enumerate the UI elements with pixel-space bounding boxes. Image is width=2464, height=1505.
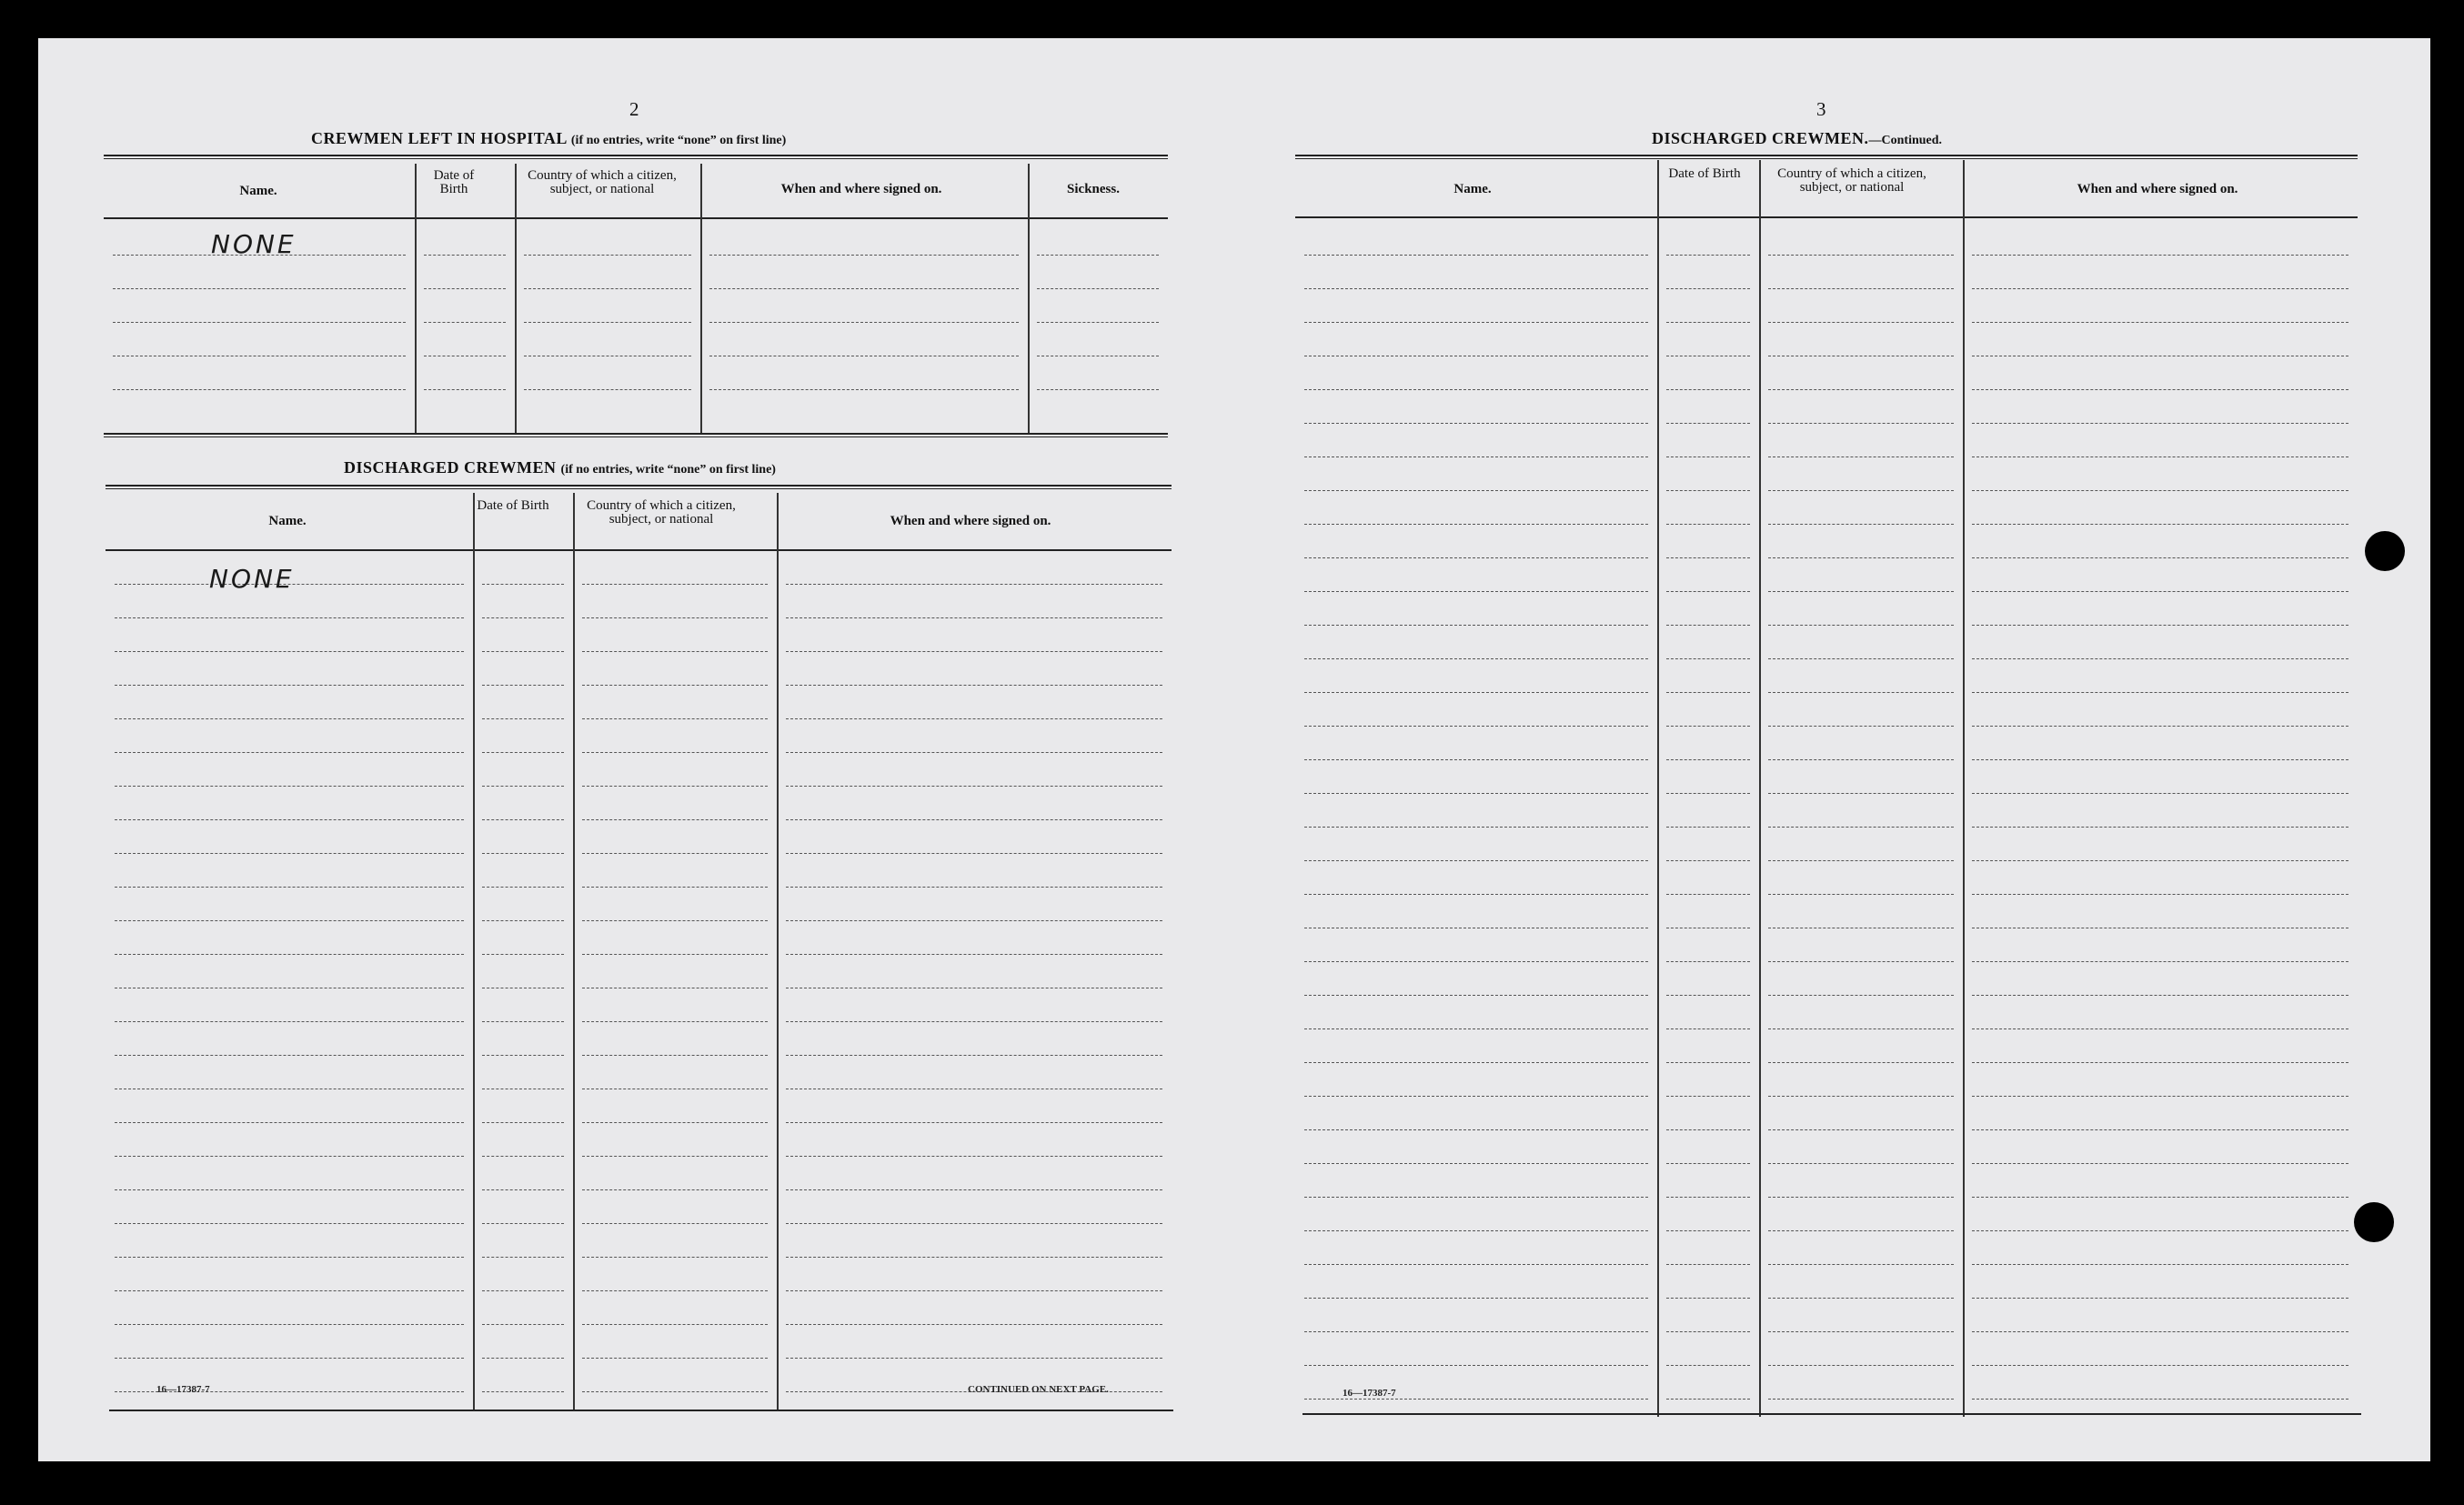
ruled-line: [482, 617, 564, 618]
ruled-line: [1768, 827, 1954, 828]
ruled-line: [1304, 591, 1648, 592]
hospital-title-note: (if no entries, write “none” on first line): [570, 134, 787, 147]
ruled-line: [424, 288, 506, 289]
ruled-line: [1972, 793, 2348, 794]
hospital-header-rule: [104, 217, 1168, 219]
right-col-country: Country of which a citizen, subject, or national: [1777, 166, 1926, 195]
ruled-line: [115, 651, 464, 652]
ruled-line: [1304, 490, 1648, 491]
ruled-line: [582, 887, 768, 888]
ruled-line: [1768, 1096, 1954, 1097]
ruled-line: [1972, 1096, 2348, 1097]
hospital-col-dob: Date of Birth: [433, 168, 475, 196]
ruled-line: [582, 1122, 768, 1123]
ruled-line: [1666, 389, 1750, 390]
ruled-line: [1972, 1028, 2348, 1029]
discharged-title-note: (if no entries, write “none” on first line): [560, 463, 776, 477]
ruled-line: [1304, 759, 1648, 760]
ruled-line: [582, 1391, 768, 1392]
ruled-line: [1768, 1264, 1954, 1265]
punch-hole: [2354, 1202, 2394, 1242]
ruled-line: [582, 617, 768, 618]
ruled-line: [482, 1055, 564, 1056]
ruled-line: [1768, 1230, 1954, 1231]
ruled-line: [1037, 288, 1159, 289]
ruled-line: [1768, 1399, 1954, 1400]
ruled-line: [582, 1358, 768, 1359]
ruled-line: [1768, 1197, 1954, 1198]
ruled-line: [115, 1156, 464, 1157]
ruled-line: [1972, 255, 2348, 256]
ruled-line: [1768, 995, 1954, 996]
hospital-section-title: [311, 129, 786, 148]
ruled-line: [115, 1324, 464, 1325]
ruled-line: [1304, 860, 1648, 861]
ruled-line: [1768, 557, 1954, 558]
ruled-line: [582, 1055, 768, 1056]
ruled-line: [709, 322, 1019, 323]
ruled-line: [1768, 322, 1954, 323]
hospital-col-name: Name.: [239, 184, 277, 198]
discharged-col-name: Name.: [268, 514, 307, 528]
hospital-top-rule: [104, 155, 1168, 159]
ruled-line: [582, 1290, 768, 1291]
ruled-line: [482, 651, 564, 652]
ruled-line: [1304, 1197, 1648, 1198]
ruled-line: [1972, 557, 2348, 558]
ruled-line: [786, 1358, 1162, 1359]
ruled-line: [1972, 1399, 2348, 1400]
ruled-line: [582, 752, 768, 753]
ruled-line: [1768, 1331, 1954, 1332]
ruled-line: [115, 920, 464, 921]
ruled-line: [786, 1324, 1162, 1325]
ruled-line: [1972, 995, 2348, 996]
ruled-line: [582, 685, 768, 686]
ruled-line: [115, 954, 464, 955]
right-footer-code: 16—17387-7: [1343, 1388, 1396, 1399]
hospital-divider: [415, 164, 417, 435]
hospital-divider: [1028, 164, 1030, 435]
ruled-line: [786, 1055, 1162, 1056]
ruled-line: [115, 1223, 464, 1224]
ruled-line: [1304, 692, 1648, 693]
ruled-line: [524, 288, 691, 289]
ruled-line: [1304, 1331, 1648, 1332]
ruled-line: [1666, 288, 1750, 289]
discharged-divider: [473, 493, 475, 1410]
ruled-line: [1768, 759, 1954, 760]
ruled-line: [482, 920, 564, 921]
ruled-line: [786, 887, 1162, 888]
ruled-line: [1037, 255, 1159, 256]
hospital-bottom-rule: [104, 433, 1168, 437]
ruled-line: [1304, 1399, 1648, 1400]
ruled-line: [524, 322, 691, 323]
ruled-line: [1972, 490, 2348, 491]
ruled-line: [1666, 827, 1750, 828]
ruled-line: [1972, 389, 2348, 390]
ruled-line: [1666, 860, 1750, 861]
ruled-line: [1666, 591, 1750, 592]
ruled-line: [582, 920, 768, 921]
page-number-left: 2: [629, 98, 639, 120]
ruled-line: [482, 853, 564, 854]
ruled-line: [1666, 625, 1750, 626]
ruled-line: [1304, 1163, 1648, 1164]
ruled-line: [1768, 423, 1954, 424]
ruled-line: [1666, 1096, 1750, 1097]
right-divider: [1963, 160, 1965, 1417]
ruled-line: [115, 1189, 464, 1190]
ruled-line: [1972, 1062, 2348, 1063]
discharged-col-dob: Date of Birth: [477, 498, 549, 513]
ruled-line: [1768, 961, 1954, 962]
ruled-line: [709, 255, 1019, 256]
left-bottom-rule: [109, 1410, 1173, 1411]
ruled-line: [1666, 1129, 1750, 1130]
ruled-line: [1666, 1365, 1750, 1366]
ruled-line: [115, 1122, 464, 1123]
ruled-line: [115, 685, 464, 686]
ruled-line: [115, 718, 464, 719]
ruled-line: [1666, 524, 1750, 525]
right-header-rule: [1295, 216, 2358, 218]
ruled-line: [786, 685, 1162, 686]
ruled-line: [1768, 658, 1954, 659]
discharged-divider: [573, 493, 575, 1410]
ruled-line: [1304, 1028, 1648, 1029]
ruled-line: [1304, 1298, 1648, 1299]
discharged-col-signed: When and where signed on.: [890, 514, 1051, 528]
ruled-line: [482, 786, 564, 787]
ruled-line: [709, 288, 1019, 289]
hospital-col-signed: When and where signed on.: [780, 182, 942, 196]
ruled-line: [1304, 1096, 1648, 1097]
ruled-line: [1768, 288, 1954, 289]
ruled-line: [1304, 726, 1648, 727]
ruled-line: [1304, 1129, 1648, 1130]
discharged-col-country: Country of which a citizen, subject, or national: [587, 498, 736, 527]
right-divider: [1657, 160, 1659, 1417]
ruled-line: [115, 1290, 464, 1291]
ruled-line: [482, 718, 564, 719]
ruled-line: [1972, 1197, 2348, 1198]
ruled-line: [709, 389, 1019, 390]
ruled-line: [786, 584, 1162, 585]
ruled-line: [482, 887, 564, 888]
ruled-line: [1972, 1163, 2348, 1164]
left-footer-note: CONTINUED ON NEXT PAGE.: [968, 1384, 1109, 1395]
ruled-line: [1304, 423, 1648, 424]
ruled-line: [1768, 1163, 1954, 1164]
ruled-line: [1666, 490, 1750, 491]
ruled-line: [582, 1223, 768, 1224]
ruled-line: [582, 819, 768, 820]
ruled-line: [424, 389, 506, 390]
ruled-line: [1972, 625, 2348, 626]
ruled-line: [115, 1358, 464, 1359]
ruled-line: [1768, 692, 1954, 693]
ruled-line: [1972, 894, 2348, 895]
ruled-line: [786, 954, 1162, 955]
ruled-line: [786, 1021, 1162, 1022]
ruled-line: [115, 819, 464, 820]
discharged-section-title: [344, 458, 776, 477]
ruled-line: [1666, 1399, 1750, 1400]
ruled-line: [786, 1189, 1162, 1190]
ruled-line: [582, 1156, 768, 1157]
ruled-line: [786, 718, 1162, 719]
hospital-col-sickness: Sickness.: [1067, 182, 1120, 196]
ruled-line: [786, 1290, 1162, 1291]
ruled-line: [1666, 423, 1750, 424]
ruled-line: [1304, 322, 1648, 323]
ruled-line: [115, 853, 464, 854]
ruled-line: [1972, 1365, 2348, 1366]
ruled-line: [115, 1055, 464, 1056]
ruled-line: [582, 1189, 768, 1190]
ruled-line: [1768, 1129, 1954, 1130]
ruled-line: [115, 887, 464, 888]
ruled-line: [786, 1156, 1162, 1157]
ruled-line: [1768, 1062, 1954, 1063]
ruled-line: [1972, 860, 2348, 861]
ruled-line: [482, 752, 564, 753]
ruled-line: [1304, 1264, 1648, 1265]
ruled-line: [786, 752, 1162, 753]
ruled-line: [113, 288, 406, 289]
ruled-line: [1304, 827, 1648, 828]
ruled-line: [1972, 1129, 2348, 1130]
ruled-line: [1304, 1062, 1648, 1063]
ruled-line: [582, 718, 768, 719]
ruled-line: [1972, 658, 2348, 659]
ruled-line: [1972, 288, 2348, 289]
ruled-line: [786, 1223, 1162, 1224]
ruled-line: [1972, 726, 2348, 727]
ruled-line: [1972, 322, 2348, 323]
ruled-line: [1666, 726, 1750, 727]
ruled-line: [1768, 793, 1954, 794]
ruled-line: [1666, 961, 1750, 962]
hospital-title: CREWMEN LEFT IN HOSPITAL: [311, 129, 567, 147]
ruled-line: [1666, 995, 1750, 996]
hospital-col-country: Country of which a citizen, subject, or national: [528, 168, 677, 196]
ruled-line: [115, 1021, 464, 1022]
ruled-line: [1666, 322, 1750, 323]
ruled-line: [115, 786, 464, 787]
ruled-line: [115, 752, 464, 753]
ruled-line: [582, 1021, 768, 1022]
ruled-line: [1666, 894, 1750, 895]
ruled-line: [1304, 255, 1648, 256]
discharged-title: DISCHARGED CREWMEN: [344, 458, 557, 477]
ruled-line: [1304, 961, 1648, 962]
ruled-line: [1304, 557, 1648, 558]
ruled-line: [1972, 591, 2348, 592]
ruled-line: [482, 1156, 564, 1157]
ruled-line: [1768, 524, 1954, 525]
ruled-line: [1768, 591, 1954, 592]
ruled-line: [482, 685, 564, 686]
ruled-line: [1666, 1331, 1750, 1332]
ruled-line: [482, 1189, 564, 1190]
ruled-line: [482, 1324, 564, 1325]
right-col-signed: When and where signed on.: [2077, 182, 2238, 196]
ruled-line: [1768, 389, 1954, 390]
ruled-line: [1304, 625, 1648, 626]
ruled-line: [1666, 1264, 1750, 1265]
ruled-line: [524, 255, 691, 256]
ruled-line: [1304, 1230, 1648, 1231]
ruled-line: [115, 1257, 464, 1258]
ruled-line: [582, 584, 768, 585]
ruled-line: [1666, 793, 1750, 794]
ruled-line: [786, 819, 1162, 820]
ruled-line: [1037, 322, 1159, 323]
right-section-title: [1652, 129, 1942, 148]
ruled-line: [113, 322, 406, 323]
hospital-none-entry: NONE: [211, 229, 297, 259]
ruled-line: [1972, 1264, 2348, 1265]
ruled-line: [786, 920, 1162, 921]
discharged-top-rule: [106, 485, 1172, 489]
ruled-line: [1972, 1298, 2348, 1299]
ruled-line: [482, 1391, 564, 1392]
right-col-name: Name.: [1453, 182, 1492, 196]
ruled-line: [1666, 1163, 1750, 1164]
right-col-dob: Date of Birth: [1668, 166, 1741, 181]
ruled-line: [786, 1122, 1162, 1123]
discharged-divider: [777, 493, 779, 1410]
ruled-line: [113, 389, 406, 390]
ruled-line: [1304, 524, 1648, 525]
ruled-line: [786, 651, 1162, 652]
ruled-line: [482, 584, 564, 585]
ruled-line: [482, 1290, 564, 1291]
punch-hole: [2365, 531, 2405, 571]
ruled-line: [582, 954, 768, 955]
ruled-line: [1666, 658, 1750, 659]
ruled-line: [1037, 389, 1159, 390]
discharged-header-rule: [106, 549, 1172, 551]
ruled-line: [1666, 759, 1750, 760]
ruled-line: [524, 389, 691, 390]
discharged-none-entry: NONE: [209, 564, 295, 594]
ruled-line: [482, 1257, 564, 1258]
ruled-line: [1666, 1028, 1750, 1029]
ruled-line: [1768, 726, 1954, 727]
ruled-line: [786, 1257, 1162, 1258]
ruled-line: [482, 1021, 564, 1022]
ruled-line: [482, 819, 564, 820]
ruled-line: [1666, 1062, 1750, 1063]
ruled-line: [1768, 894, 1954, 895]
ruled-line: [582, 1324, 768, 1325]
ruled-line: [1972, 759, 2348, 760]
ruled-line: [786, 617, 1162, 618]
page-number-right: 3: [1816, 98, 1826, 120]
ruled-line: [1666, 1298, 1750, 1299]
ruled-line: [1304, 1365, 1648, 1366]
ruled-line: [1666, 557, 1750, 558]
left-footer-code: 16—17387-7: [156, 1384, 210, 1395]
ruled-line: [1304, 793, 1648, 794]
ruled-line: [482, 1122, 564, 1123]
ruled-line: [582, 1257, 768, 1258]
ruled-line: [115, 617, 464, 618]
ruled-line: [1304, 894, 1648, 895]
right-title: DISCHARGED CREWMEN.: [1652, 129, 1869, 147]
ruled-line: [786, 853, 1162, 854]
ruled-line: [424, 322, 506, 323]
ruled-line: [1768, 1365, 1954, 1366]
ruled-line: [1768, 860, 1954, 861]
hospital-divider: [700, 164, 702, 435]
ruled-line: [482, 954, 564, 955]
ruled-line: [1768, 490, 1954, 491]
ruled-line: [1666, 692, 1750, 693]
ruled-line: [582, 651, 768, 652]
ruled-line: [1768, 625, 1954, 626]
right-divider: [1759, 160, 1761, 1417]
ruled-line: [1768, 1028, 1954, 1029]
document-sheet: [38, 38, 2430, 1461]
right-title-note: —Continued.: [1868, 134, 1943, 147]
ruled-line: [1304, 658, 1648, 659]
ruled-line: [1666, 255, 1750, 256]
ruled-line: [1666, 1197, 1750, 1198]
ruled-line: [1304, 389, 1648, 390]
ruled-line: [786, 786, 1162, 787]
ruled-line: [582, 786, 768, 787]
hospital-divider: [515, 164, 517, 435]
ruled-line: [1972, 961, 2348, 962]
ruled-line: [424, 255, 506, 256]
ruled-line: [1972, 692, 2348, 693]
ruled-line: [1972, 827, 2348, 828]
right-top-rule: [1295, 155, 2358, 159]
ruled-line: [1304, 995, 1648, 996]
ruled-line: [1972, 1230, 2348, 1231]
ruled-line: [482, 1358, 564, 1359]
ruled-line: [1972, 423, 2348, 424]
ruled-line: [1768, 255, 1954, 256]
ruled-line: [1768, 1298, 1954, 1299]
ruled-line: [1304, 288, 1648, 289]
ruled-line: [1972, 524, 2348, 525]
ruled-line: [1972, 1331, 2348, 1332]
right-bottom-rule: [1302, 1413, 2361, 1415]
ruled-line: [1666, 1230, 1750, 1231]
ruled-line: [482, 1223, 564, 1224]
ruled-line: [582, 853, 768, 854]
